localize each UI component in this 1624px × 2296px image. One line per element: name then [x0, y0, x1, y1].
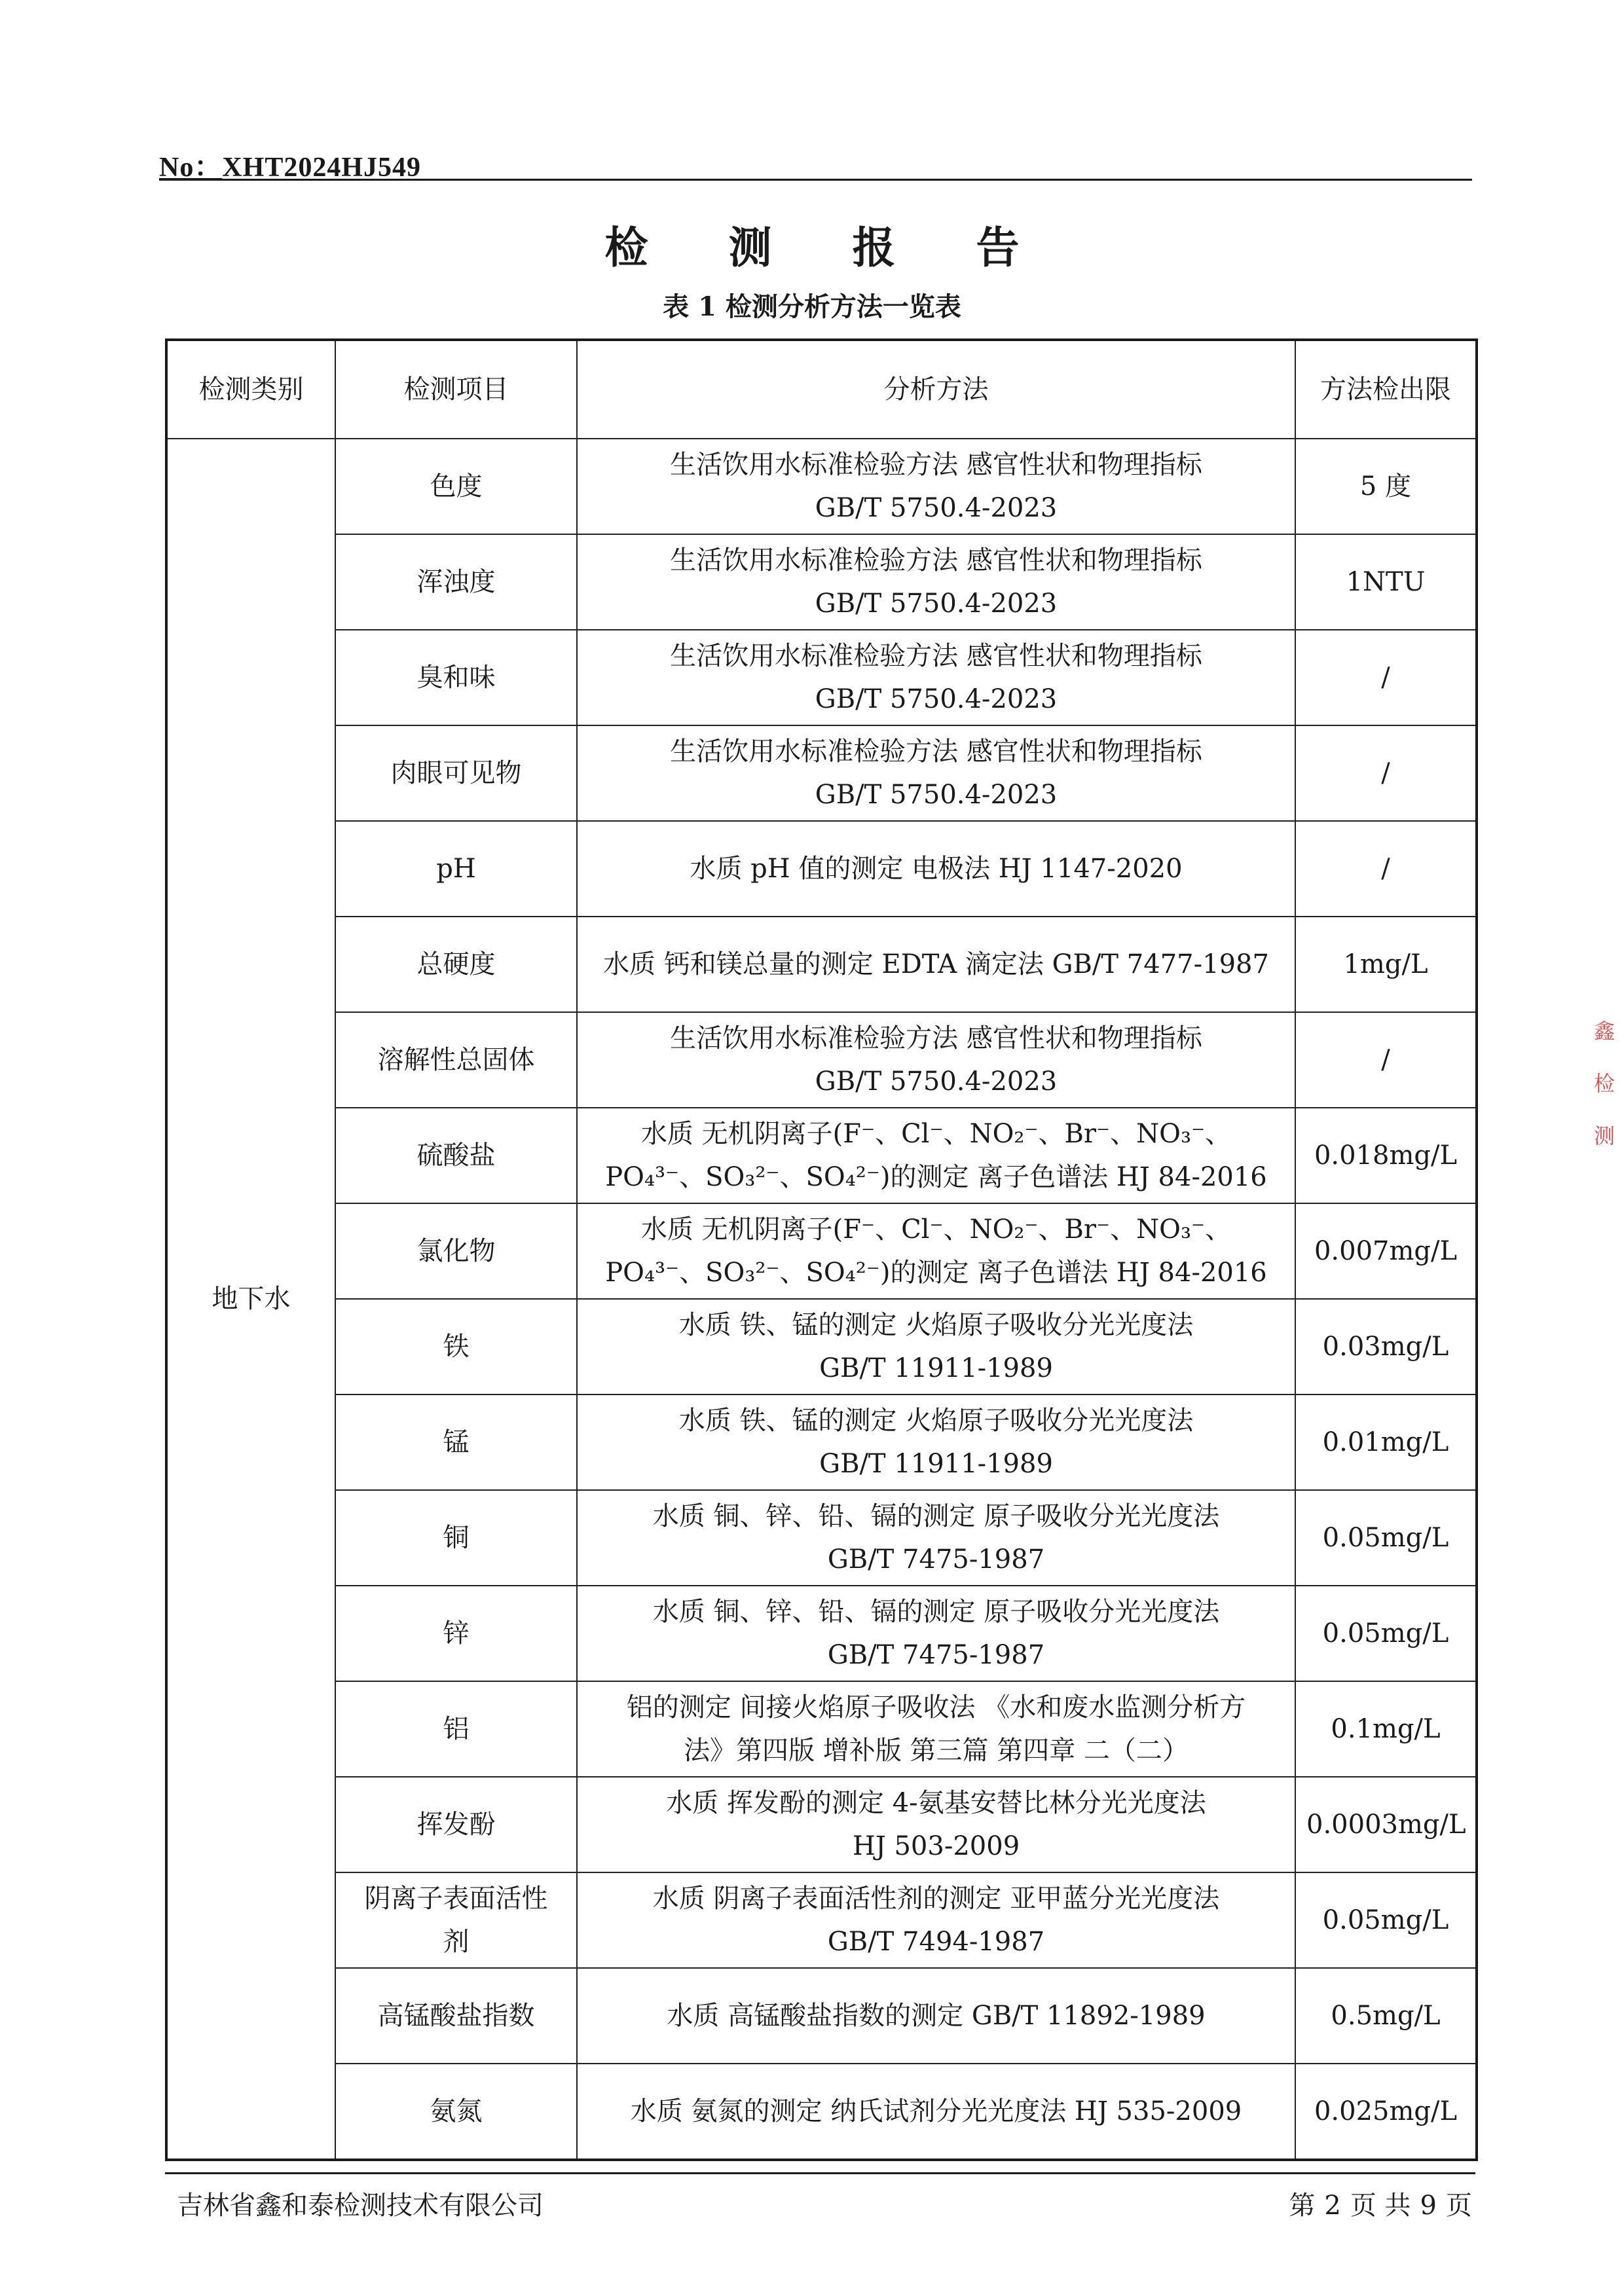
method-line: GB/T 7475-1987 — [827, 1544, 1045, 1575]
item-line: 氯化物 — [416, 1236, 496, 1266]
header-method: 分析方法 — [577, 340, 1295, 439]
method-line: 生活饮用水标准检验方法 感官性状和物理指标 — [670, 737, 1202, 767]
limit-cell: 0.007mg/L — [1295, 1203, 1477, 1299]
item-line: 阴离子表面活性 — [364, 1884, 548, 1914]
item-line: 锰 — [443, 1427, 470, 1457]
limit-cell: 1mg/L — [1295, 917, 1477, 1012]
method-line: 生活饮用水标准检验方法 感官性状和物理指标 — [670, 1023, 1202, 1053]
table-row — [166, 1586, 1477, 1681]
method-cell — [577, 821, 1295, 917]
method-cell — [577, 1299, 1295, 1394]
page-indicator — [1289, 2185, 1472, 2222]
method-line: GB/T 5750.4-2023 — [815, 1066, 1058, 1097]
report-number-label: No： — [159, 153, 223, 183]
limit-cell: 0.025mg/L — [1295, 2064, 1477, 2160]
item-line: 挥发酚 — [416, 1810, 496, 1840]
item-cell — [335, 1203, 577, 1299]
item-cell — [335, 439, 577, 534]
page-total: 9 — [1420, 2191, 1437, 2221]
table-caption: 表 1 检测分析方法一览表 — [663, 291, 961, 322]
item-line: 总硬度 — [416, 949, 496, 979]
method-line: 水质 无机阴离子(F⁻、Cl⁻、NO₂⁻、Br⁻、NO₃⁻、 — [640, 1214, 1232, 1245]
item-line: 氨氮 — [430, 2096, 483, 2126]
method-cell — [577, 1394, 1295, 1490]
method-line: PO₄³⁻、SO₃²⁻、SO₄²⁻)的测定 离子色谱法 HJ 84-2016 — [605, 1162, 1267, 1192]
method-line: GB/T 5750.4-2023 — [815, 780, 1058, 810]
limit-cell: 0.1mg/L — [1295, 1681, 1477, 1777]
method-line: PO₄³⁻、SO₃²⁻、SO₄²⁻)的测定 离子色谱法 HJ 84-2016 — [605, 1258, 1267, 1288]
table-row — [166, 630, 1477, 725]
method-line: GB/T 11911-1989 — [819, 1353, 1053, 1383]
method-line: 铝的测定 间接火焰原子吸收法 《水和废水监测分析方 — [626, 1692, 1246, 1722]
method-cell — [577, 534, 1295, 630]
method-cell — [577, 1586, 1295, 1681]
method-line: 水质 高锰酸盐指数的测定 GB/T 11892-1989 — [667, 2001, 1206, 2031]
method-cell — [577, 1108, 1295, 1203]
method-cell — [577, 1203, 1295, 1299]
page-suffix: 页 — [1446, 2191, 1472, 2221]
item-line: 硫酸盐 — [416, 1140, 496, 1171]
footer-company: 吉林省鑫和泰检测技术有限公司 — [177, 2191, 544, 2221]
method-cell — [577, 1490, 1295, 1586]
item-line: 锌 — [443, 1618, 470, 1649]
item-cell — [335, 1490, 577, 1586]
method-line: 生活饮用水标准检验方法 感官性状和物理指标 — [670, 545, 1202, 575]
method-cell — [577, 1777, 1295, 1872]
table-row — [166, 1490, 1477, 1586]
item-line: 铁 — [443, 1332, 470, 1362]
table-row — [166, 2064, 1477, 2160]
limit-cell: 0.05mg/L — [1295, 1490, 1477, 1586]
method-cell — [577, 725, 1295, 821]
item-cell — [335, 1012, 577, 1108]
limit-cell: 5 度 — [1295, 439, 1477, 534]
table-row — [166, 1108, 1477, 1203]
category-cell: 地下水 — [166, 439, 335, 2160]
limit-cell: / — [1295, 821, 1477, 917]
item-cell — [335, 630, 577, 725]
table-row — [166, 917, 1477, 1012]
table-row — [166, 1777, 1477, 1872]
method-line: 水质 铁、锰的测定 火焰原子吸收分光光度法 — [678, 1406, 1194, 1436]
limit-cell: 0.01mg/L — [1295, 1394, 1477, 1490]
item-line: 剂 — [443, 1927, 470, 1957]
table-header-row — [166, 340, 1477, 439]
header-item: 检测项目 — [335, 340, 577, 439]
item-cell — [335, 1777, 577, 1872]
item-cell — [335, 917, 577, 1012]
item-cell — [335, 1394, 577, 1490]
table-row — [166, 1968, 1477, 2064]
method-line: 水质 钙和镁总量的测定 EDTA 滴定法 GB/T 7477-1987 — [603, 949, 1269, 979]
table-row — [166, 821, 1477, 917]
method-line: 水质 pH 值的测定 电极法 HJ 1147-2020 — [690, 854, 1183, 884]
table-row — [166, 1012, 1477, 1108]
table-body — [166, 439, 1477, 2160]
method-cell — [577, 917, 1295, 1012]
item-line: 浑浊度 — [416, 567, 496, 597]
item-cell — [335, 2064, 577, 2160]
limit-cell: 0.018mg/L — [1295, 1108, 1477, 1203]
page-current: 2 — [1324, 2191, 1341, 2221]
method-line: 法》第四版 增补版 第三篇 第四章 二（二） — [684, 1736, 1189, 1766]
method-line: 水质 挥发酚的测定 4-氨基安替比林分光光度法 — [666, 1788, 1206, 1818]
limit-cell: 0.05mg/L — [1295, 1872, 1477, 1968]
item-line: 色度 — [430, 471, 483, 501]
method-line: 水质 氨氮的测定 纳氏试剂分光光度法 HJ 535-2009 — [630, 2096, 1242, 2126]
table-row — [166, 725, 1477, 821]
report-number-value: XHT2024HJ549 — [222, 153, 422, 183]
item-line: 高锰酸盐指数 — [377, 2001, 535, 2031]
method-line: 水质 阴离子表面活性剂的测定 亚甲蓝分光光度法 — [652, 1884, 1220, 1914]
limit-cell: 0.05mg/L — [1295, 1586, 1477, 1681]
method-line: GB/T 5750.4-2023 — [815, 493, 1058, 523]
item-line: 铜 — [443, 1523, 470, 1553]
method-cell — [577, 1012, 1295, 1108]
method-line: 水质 铜、锌、铅、镉的测定 原子吸收分光光度法 — [652, 1501, 1220, 1531]
method-line: GB/T 5750.4-2023 — [815, 589, 1058, 619]
item-line: 溶解性总固体 — [377, 1045, 535, 1075]
method-line: 生活饮用水标准检验方法 感官性状和物理指标 — [670, 450, 1202, 480]
page-mid: 页 共 — [1350, 2191, 1411, 2221]
method-cell — [577, 1968, 1295, 2064]
method-line: 水质 铜、锌、铅、镉的测定 原子吸收分光光度法 — [652, 1597, 1220, 1627]
page-prefix: 第 — [1289, 2191, 1316, 2221]
limit-cell: 1NTU — [1295, 534, 1477, 630]
table-row — [166, 534, 1477, 630]
header-divider — [159, 179, 1472, 181]
item-line: pH — [436, 854, 476, 884]
method-line: GB/T 11911-1989 — [819, 1449, 1053, 1479]
item-cell — [335, 1681, 577, 1777]
table-row — [166, 1203, 1477, 1299]
item-cell — [335, 1108, 577, 1203]
limit-cell: / — [1295, 1012, 1477, 1108]
header-limit: 方法检出限 — [1295, 340, 1477, 439]
method-cell — [577, 439, 1295, 534]
table-row — [166, 1681, 1477, 1777]
method-line: 生活饮用水标准检验方法 感官性状和物理指标 — [670, 641, 1202, 671]
item-cell — [335, 725, 577, 821]
table-row — [166, 1394, 1477, 1490]
methods-table — [165, 338, 1478, 2161]
limit-cell: / — [1295, 630, 1477, 725]
limit-cell: / — [1295, 725, 1477, 821]
seal-stamp-edge: 鑫 检 测 — [1593, 1019, 1615, 1148]
item-line: 铝 — [443, 1714, 470, 1744]
item-cell — [335, 821, 577, 917]
table-row — [166, 1299, 1477, 1394]
table-row — [166, 1872, 1477, 1968]
limit-cell: 0.0003mg/L — [1295, 1777, 1477, 1872]
item-cell — [335, 1872, 577, 1968]
table-row — [166, 439, 1477, 534]
limit-cell: 0.03mg/L — [1295, 1299, 1477, 1394]
method-line: GB/T 7475-1987 — [827, 1640, 1045, 1670]
item-cell — [335, 534, 577, 630]
method-cell — [577, 1681, 1295, 1777]
footer-divider — [165, 2172, 1475, 2174]
method-cell — [577, 1872, 1295, 1968]
method-line: GB/T 7494-1987 — [827, 1927, 1045, 1957]
item-cell — [335, 1299, 577, 1394]
method-line: GB/T 5750.4-2023 — [815, 684, 1058, 714]
method-line: 水质 无机阴离子(F⁻、Cl⁻、NO₂⁻、Br⁻、NO₃⁻、 — [640, 1119, 1232, 1149]
item-cell — [335, 1586, 577, 1681]
page-title: 检 测 报 告 — [604, 222, 1052, 273]
method-cell — [577, 2064, 1295, 2160]
item-line: 肉眼可见物 — [390, 758, 522, 788]
item-line: 臭和味 — [416, 663, 496, 693]
header-category: 检测类别 — [166, 340, 335, 439]
item-cell — [335, 1968, 577, 2064]
limit-cell: 0.5mg/L — [1295, 1968, 1477, 2064]
method-line: HJ 503-2009 — [852, 1831, 1020, 1861]
method-cell — [577, 630, 1295, 725]
method-line: 水质 铁、锰的测定 火焰原子吸收分光光度法 — [678, 1310, 1194, 1340]
